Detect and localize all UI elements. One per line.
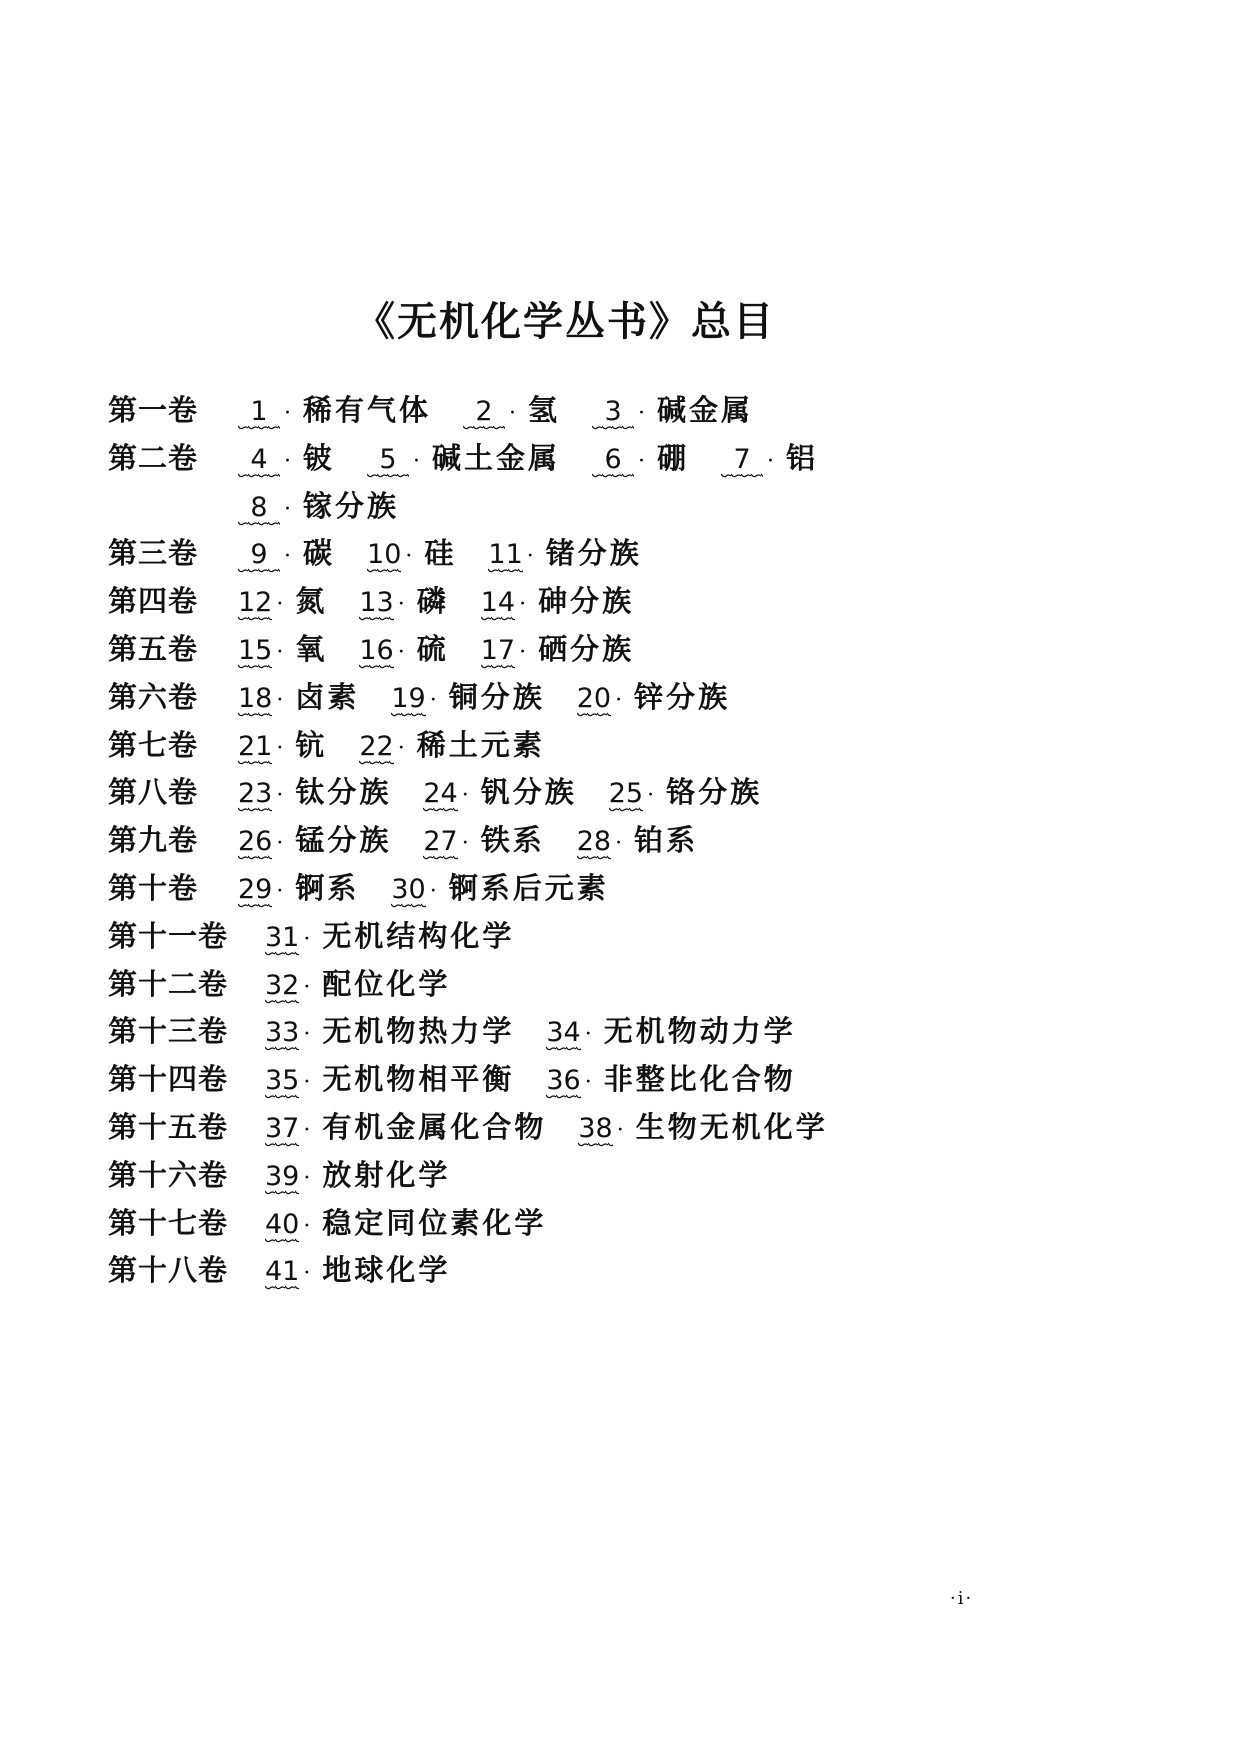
volume-row: [108, 388, 1128, 436]
toc-entry: [359, 579, 448, 622]
entry-number: 8: [238, 492, 280, 527]
entry-number: 13: [359, 587, 393, 622]
entry-number: 18: [238, 683, 272, 718]
entry-separator: ·: [284, 544, 291, 570]
entry-title: 磷: [416, 584, 449, 619]
entry-separator: ·: [303, 1070, 311, 1096]
entry-title: 氢: [528, 393, 561, 427]
entry-separator: ·: [397, 592, 405, 618]
entry-title: 放射化学: [322, 1157, 451, 1192]
entry-title: 生物无机化学: [635, 1109, 828, 1144]
entry-number: 2: [463, 396, 505, 431]
volume-label: 第十卷: [108, 870, 199, 905]
entry-title: 有机金属化合物: [322, 1109, 547, 1144]
toc-entry: [265, 914, 514, 957]
volume-label: 第一卷: [108, 393, 199, 427]
toc-entry: [721, 436, 818, 479]
volume-label: 第十七卷: [108, 1205, 229, 1240]
entry-separator: ·: [284, 448, 291, 474]
toc-entry: [577, 675, 730, 718]
entry-separator: ·: [397, 639, 405, 665]
entry-number: 19: [391, 683, 425, 718]
volume-row: [108, 818, 1128, 866]
volume-row: [108, 723, 1128, 771]
volume-row: [108, 914, 1128, 962]
entry-separator: ·: [303, 926, 311, 952]
entry-separator: ·: [303, 1165, 311, 1191]
volume-label: 第十三卷: [108, 1014, 229, 1049]
entry-number: 28: [577, 826, 611, 861]
entry-separator: ·: [509, 401, 517, 426]
entry-title: 锰分族: [295, 823, 392, 858]
entry-title: 锕系: [295, 870, 360, 905]
entry-separator: ·: [303, 1261, 311, 1287]
entry-separator: ·: [303, 974, 311, 1000]
entry-title: 铂系: [634, 823, 699, 858]
entry-separator: ·: [584, 1022, 592, 1048]
entry-separator: ·: [397, 735, 405, 761]
entry-separator: ·: [429, 878, 437, 904]
entry-number: 27: [423, 826, 457, 861]
entry-number: 22: [359, 731, 393, 766]
entry-separator: ·: [767, 448, 775, 474]
entry-number: 9: [238, 539, 280, 574]
entry-title: 锕系后元素: [448, 870, 609, 905]
volume-row: [108, 579, 1128, 627]
toc-entry: [578, 1105, 827, 1148]
toc-entry: [265, 1105, 546, 1148]
entry-separator: ·: [526, 544, 534, 570]
entry-separator: ·: [276, 735, 284, 761]
entry-title: 配位化学: [322, 966, 451, 1001]
entry-number: 40: [265, 1209, 299, 1244]
entry-title: 卤素: [295, 679, 360, 714]
entry-separator: ·: [413, 448, 421, 474]
entry-title: 锌分族: [634, 679, 731, 714]
toc-entry: [481, 579, 634, 622]
entry-title: 氮: [295, 584, 328, 619]
entry-number: 31: [265, 922, 299, 957]
entry-separator: ·: [615, 831, 623, 857]
entry-title: 硅: [424, 536, 457, 571]
toc-entry: [265, 1153, 450, 1196]
volume-label: 第六卷: [108, 679, 199, 714]
entry-number: 37: [265, 1113, 299, 1148]
entry-title: 硒分族: [538, 631, 635, 666]
toc-entry: [592, 436, 689, 479]
entry-title: 碱金属: [657, 393, 754, 427]
entry-number: 35: [265, 1065, 299, 1100]
entry-separator: ·: [303, 1117, 311, 1143]
entry-number: 7: [721, 444, 763, 479]
entry-separator: ·: [276, 783, 284, 809]
toc-entry: [265, 1201, 546, 1244]
entry-number: 23: [238, 778, 272, 813]
entry-title: 钒分族: [480, 775, 577, 810]
entry-number: 41: [265, 1256, 299, 1291]
toc-entry: [592, 388, 753, 431]
entry-separator: ·: [638, 448, 646, 474]
toc-entry: [609, 770, 762, 813]
volume-row: [108, 627, 1128, 675]
entry-title: 无机结构化学: [322, 918, 515, 953]
entry-title: 氧: [295, 631, 328, 666]
volume-label: 第二卷: [108, 440, 199, 475]
entry-separator: ·: [276, 878, 284, 904]
toc-entry: [238, 484, 399, 527]
entry-title: 稀有气体: [303, 393, 432, 427]
page-number: ·i·: [950, 1588, 974, 1609]
volume-row: [108, 436, 1128, 484]
entry-title: 硫: [416, 631, 449, 666]
entry-number: 5: [367, 444, 409, 479]
volume-label: 第十二卷: [108, 966, 229, 1001]
entry-number: 39: [265, 1161, 299, 1196]
volume-label: 第八卷: [108, 775, 199, 810]
toc-entry: [481, 627, 634, 670]
entry-title: 碳: [303, 536, 336, 571]
entry-separator: ·: [284, 401, 291, 426]
toc-entry: [488, 531, 641, 574]
volume-row: [108, 866, 1128, 914]
volume-row: [108, 484, 1128, 532]
entry-title: 铍: [303, 440, 336, 475]
entry-title: 无机物动力学: [603, 1014, 796, 1049]
entry-separator: ·: [284, 496, 291, 522]
entry-title: 无机物相平衡: [322, 1062, 515, 1097]
toc-entry: [265, 1248, 450, 1291]
volume-label: 第十五卷: [108, 1109, 229, 1144]
entry-number: 30: [391, 874, 425, 909]
toc-entry: [546, 1009, 795, 1052]
volume-label: 第三卷: [108, 536, 199, 571]
entry-number: 11: [488, 539, 522, 574]
entry-number: 1: [238, 396, 280, 431]
toc-entry: [238, 531, 335, 574]
entry-separator: ·: [303, 1022, 311, 1048]
toc-entry: [359, 723, 544, 766]
entry-title: 铝: [786, 440, 819, 475]
entry-separator: ·: [276, 687, 284, 713]
entry-number: 26: [238, 826, 272, 861]
entry-number: 38: [578, 1113, 612, 1148]
entry-number: 20: [577, 683, 611, 718]
entry-separator: ·: [276, 592, 284, 618]
entry-title: 稳定同位素化学: [322, 1205, 547, 1240]
entry-title: 稀土元素: [416, 727, 545, 762]
toc-entry: [359, 627, 448, 670]
toc-entry: [238, 818, 391, 861]
volume-row: [108, 531, 1128, 579]
entry-number: 16: [359, 635, 393, 670]
entry-title: 无机物热力学: [322, 1014, 515, 1049]
entry-number: 24: [423, 778, 457, 813]
entry-number: 32: [265, 970, 299, 1005]
entry-number: 14: [481, 587, 515, 622]
toc-entry: [546, 1057, 795, 1100]
table-of-contents: [108, 388, 1128, 1296]
volume-label: 第四卷: [108, 584, 199, 619]
entry-title: 铜分族: [448, 679, 545, 714]
entry-number: 15: [238, 635, 272, 670]
toc-entry: [238, 866, 359, 909]
volume-row: [108, 1153, 1128, 1201]
toc-entry: [238, 627, 327, 670]
entry-number: 21: [238, 731, 272, 766]
entry-separator: ·: [276, 831, 284, 857]
entry-number: 25: [609, 778, 643, 813]
volume-label: 第十一卷: [108, 918, 229, 953]
toc-entry: [238, 388, 431, 431]
entry-separator: ·: [461, 783, 469, 809]
toc-entry: [367, 436, 560, 479]
toc-entry: [391, 866, 608, 909]
toc-entry: [238, 675, 359, 718]
entry-title: 地球化学: [322, 1253, 451, 1288]
entry-number: 29: [238, 874, 272, 909]
entry-number: 6: [592, 444, 634, 479]
entry-separator: ·: [519, 592, 527, 618]
entry-separator: ·: [638, 401, 646, 426]
volume-label: 第十四卷: [108, 1062, 229, 1097]
entry-separator: ·: [429, 687, 437, 713]
toc-entry: [238, 770, 391, 813]
toc-entry: [463, 388, 560, 431]
volume-row: [108, 1248, 1128, 1296]
toc-entry: [265, 962, 450, 1005]
volume-row: [108, 675, 1128, 723]
volume-row: [108, 962, 1128, 1010]
entry-separator: ·: [276, 639, 284, 665]
volume-row: [108, 1009, 1128, 1057]
entry-separator: ·: [405, 544, 413, 570]
entry-separator: ·: [584, 1070, 592, 1096]
entry-number: 36: [546, 1065, 580, 1100]
toc-entry: [423, 770, 576, 813]
entry-separator: ·: [519, 639, 527, 665]
entry-title: 铁系: [480, 823, 545, 858]
volume-row: [108, 1201, 1128, 1249]
entry-number: 34: [546, 1017, 580, 1052]
toc-entry: [265, 1057, 514, 1100]
entry-title: 碱土金属: [432, 440, 561, 475]
toc-entry: [238, 723, 327, 766]
entry-separator: ·: [647, 783, 655, 809]
volume-label: 第十六卷: [108, 1157, 229, 1192]
toc-entry: [238, 436, 335, 479]
entry-title: 非整比化合物: [603, 1062, 796, 1097]
toc-entry: [391, 675, 544, 718]
volume-row: [108, 770, 1128, 818]
toc-entry: [367, 531, 456, 574]
entry-separator: ·: [303, 1213, 311, 1239]
entry-separator: ·: [615, 687, 623, 713]
entry-separator: ·: [616, 1117, 624, 1143]
toc-entry: [238, 579, 327, 622]
volume-label: 第九卷: [108, 823, 199, 858]
volume-label: 第五卷: [108, 631, 199, 666]
entry-title: 钛分族: [295, 775, 392, 810]
toc-entry: [265, 1009, 514, 1052]
entry-title: 镓分族: [303, 488, 400, 523]
entry-number: 10: [367, 539, 401, 574]
volume-label: 第十八卷: [108, 1253, 229, 1288]
entry-title: 锗分族: [545, 536, 642, 571]
volume-label: 第七卷: [108, 727, 199, 762]
entry-number: 33: [265, 1017, 299, 1052]
entry-title: 铬分族: [666, 775, 763, 810]
volume-row: [108, 1057, 1128, 1105]
toc-entry: [577, 818, 698, 861]
entry-number: 4: [238, 444, 280, 479]
entry-number: 17: [481, 635, 515, 670]
entry-number: 12: [238, 587, 272, 622]
entry-number: 3: [592, 396, 634, 431]
entry-title: 钪: [295, 727, 328, 762]
entry-title: 硼: [657, 440, 690, 475]
page-title: 《无机化学丛书》总目: [355, 298, 775, 345]
entry-title: 砷分族: [538, 584, 635, 619]
volume-row: [108, 1105, 1128, 1153]
entry-separator: ·: [461, 831, 469, 857]
toc-entry: [423, 818, 544, 861]
